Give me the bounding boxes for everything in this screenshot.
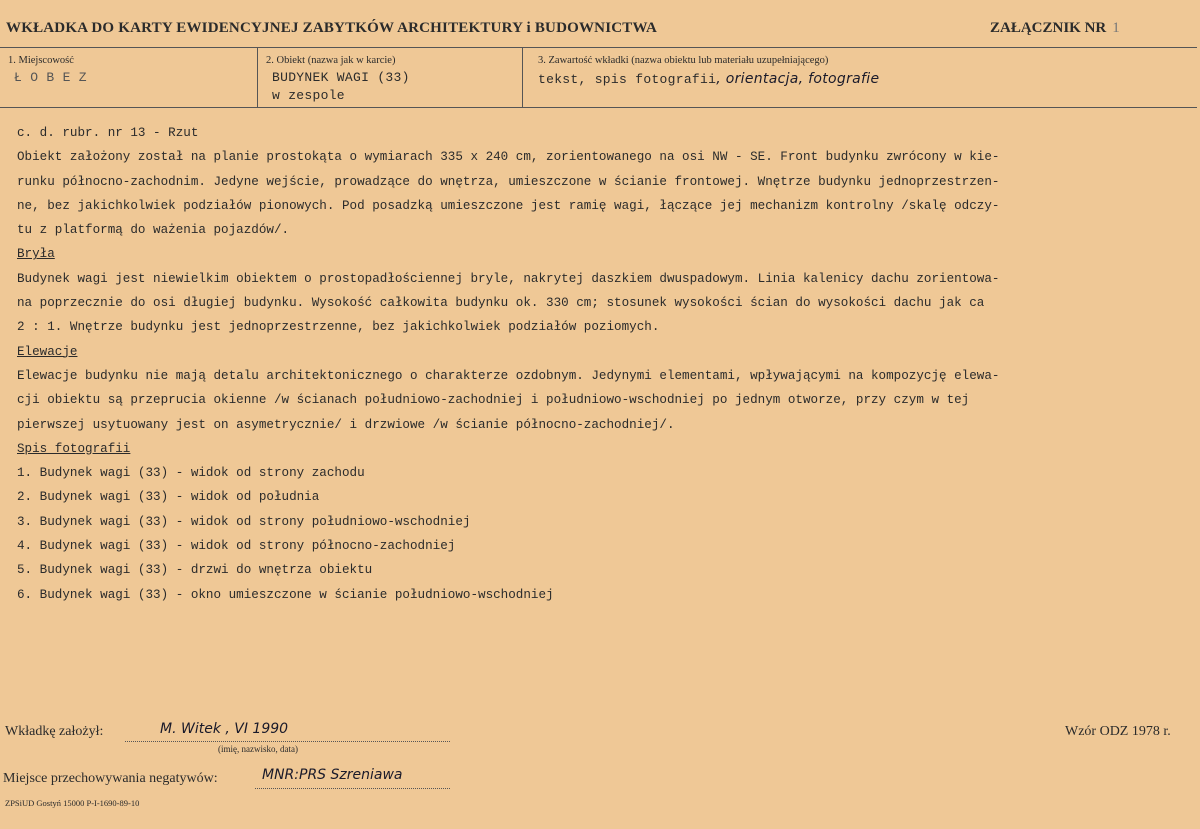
body-line: na poprzecznie do osi długiej budynku. Wysokość całkowita budynku ok. 330 cm; stosunek wysokości ścian do wysokości dachu jak ca — [17, 296, 985, 311]
section-heading-spis: Spis fotografii — [17, 441, 131, 456]
body-line: ne, bez jakichkolwiek podziałów pionowych. Pod posadzką umieszczone jest ramię wagi, łączące jej mechanizm kontrolny /skalę odczy- — [17, 198, 1000, 213]
negatives-location-label: Miejsce przechowywania negatywów: — [3, 771, 218, 786]
print-info: ZPSiUD Gostyń 15000 P-I-1690-89-10 — [5, 798, 140, 808]
photo-list-item: 5. Budynek wagi (33) - drzwi do wnętrza obiektu — [17, 563, 373, 578]
body-line: runku północno-zachodnim. Jedyne wejście, prowadzące do wnętrza, umieszczone w ścianie frontowej. Wnętrze budynku jednoprzestrzen- — [17, 174, 1000, 189]
contents-handwritten: , orientacja, fotografie — [716, 71, 880, 87]
header-rule-top — [0, 47, 1197, 48]
annex-label-text: ZAŁĄCZNIK NR — [990, 20, 1107, 36]
header-rule-bottom — [0, 107, 1197, 108]
description-body — [17, 121, 1189, 607]
photo-list-item: 3. Budynek wagi (33) - widok od strony południowo-wschodniej — [17, 514, 471, 529]
contents-value — [538, 71, 879, 87]
created-by-signature: M. Witek , VI 1990 — [160, 721, 289, 737]
created-by-hint: (imię, nazwisko, data) — [218, 744, 298, 754]
negatives-location-line — [255, 788, 450, 789]
locality-value: Ł O B E Z — [14, 70, 87, 85]
locality-label: 1. Miejscowość — [8, 55, 74, 66]
body-line: Budynek wagi jest niewielkim obiektem o prostopadłościennej bryle, nakrytej daszkiem dwuspadowym. Linia kalenicy dachu zorientowa- — [17, 271, 1000, 286]
photo-list-item: 4. Budynek wagi (33) - widok od strony północno-zachodniej — [17, 539, 456, 554]
annex-number: 1 — [1112, 20, 1120, 36]
negatives-location-value: MNR:PRS Szreniawa — [262, 767, 403, 783]
form-title: WKŁADKA DO KARTY EWIDENCYJNEJ ZABYTKÓW ARCHITEKTURY i BUDOWNICTWA — [6, 20, 658, 36]
body-line: c. d. rubr. nr 13 - Rzut — [17, 126, 199, 140]
photo-list-item: 6. Budynek wagi (33) - okno umieszczone w ścianie południowo-wschodniej — [17, 587, 554, 602]
photo-list-item: 2. Budynek wagi (33) - widok od południa — [17, 490, 320, 505]
object-value-line1: BUDYNEK WAGI (33) — [272, 70, 410, 85]
body-line: pierwszej usytuowany jest on asymetrycznie/ i drzwiowe /w ścianie północno-zachodniej/. — [17, 417, 675, 432]
field-divider-1 — [257, 47, 258, 107]
body-line: 2 : 1. Wnętrze budynku jest jednoprzestrzenne, bez jakichkolwiek podziałów poziomych. — [17, 320, 660, 335]
created-by-label: Wkładkę założył: — [5, 724, 104, 739]
photo-list-item: 1. Budynek wagi (33) - widok od strony zachodu — [17, 466, 365, 481]
object-value-line2: w zespole — [272, 88, 345, 103]
body-line: Obiekt założony został na planie prostokąta o wymiarach 335 x 240 cm, zorientowanego na osi NW - SE. Front budynku zwrócony w kie- — [17, 150, 1000, 165]
body-line: tu z platformą do ważenia pojazdów/. — [17, 223, 290, 238]
body-line: Elewacje budynku nie mają detalu architektonicznego o charakterze ozdobnym. Jedynymi elementami, wpływającymi na kompozycję elewa- — [17, 368, 1000, 383]
section-heading-bryla: Bryła — [17, 247, 55, 262]
contents-typed: tekst, spis fotografii — [538, 72, 717, 87]
annex-label — [990, 20, 1120, 37]
body-line: cji obiektu są przeprucia okienne /w ścianach południowo-zachodniej i południowo-wschodniej po jednym otworze, przy czym w tej — [17, 393, 970, 408]
section-heading-elewacje: Elewacje — [17, 344, 78, 359]
contents-label: 3. Zawartość wkładki (nazwa obiektu lub materiału uzupełniającego) — [538, 55, 829, 66]
created-by-line — [125, 741, 450, 742]
field-divider-2 — [522, 47, 523, 107]
template-version: Wzór ODZ 1978 r. — [1065, 724, 1171, 739]
object-label: 2. Obiekt (nazwa jak w karcie) — [266, 55, 396, 66]
